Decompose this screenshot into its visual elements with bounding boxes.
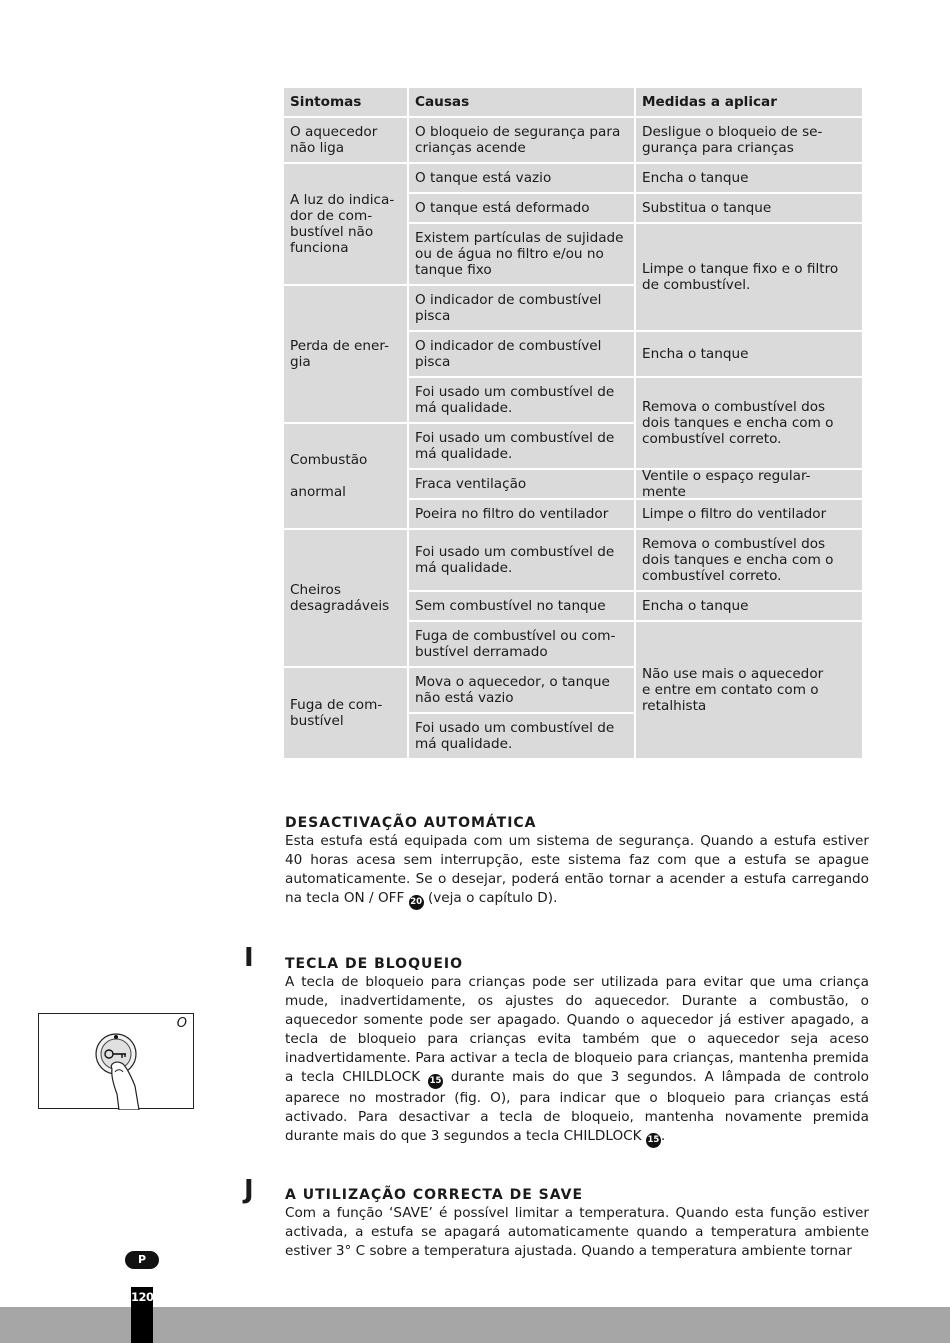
table-cell: Fuga de combustível ou com- bustível derramado — [409, 622, 634, 666]
table-cell: Substitua o tanque — [636, 194, 862, 222]
table-cell: Remova o combustível dos dois tanques e encha com o combustível correto. — [636, 378, 862, 468]
section-letter-j: J — [244, 1175, 254, 1205]
ref-number-badge: 20 — [409, 895, 424, 910]
section-body: Com a função ‘SAVE’ é possível limitar a temperatura. Quando esta função estiver activada, a estufa se apagará automaticamente quando a temperatura ambiente estiver 3° C sobre a temperatura ajustada. Quando a temperatura ambiente tornar — [285, 1205, 869, 1259]
page-number: 120 — [131, 1290, 154, 1304]
section-body: A tecla de bloqueio para crianças pode ser utilizada para evitar que uma criança mude, inadvertidamente, os ajustes do aquecedor. Durante a combustão, o aquecedor somente pode ser apagado. Quando o aquecedor já estiver apagado, a tecla de bloqueio para crianças evita também que o aquecedor seja aceso inadvertidamente. Para activar a tecla de bloqueio para crianças, mantenha premida a tecla CHILDLOCK 15 durante mais do que 3 segundos. A lâmpada de controlo aparece no mostrador (fig. O), para indicar que o bloqueio para crianças está activado. Para desactivar a tecla de bloqueio, mantenha novamente premida durante mais do que 3 segundos a tecla CHILDLOCK 15 . — [285, 973, 869, 1148]
table-cell: Sem combustível no tanque — [409, 592, 634, 620]
troubleshooting-table — [284, 88, 862, 758]
table-cell: Mova o aquecedor, o tanque não está vazio — [409, 668, 634, 712]
table-cell: Encha o tanque — [636, 332, 862, 376]
table-cell: Foi usado um combustível de má qualidade. — [409, 530, 634, 590]
table-cell: O indicador de combustível pisca — [409, 286, 634, 330]
table-cell: Limpe o tanque fixo e o filtro de combustível. — [636, 224, 862, 330]
language-badge: P — [125, 1251, 159, 1269]
section-title: A UTILIZAÇÃO CORRECTA DE SAVE — [285, 1187, 584, 1203]
table-cell: O tanque está vazio — [409, 164, 634, 192]
table-cell: Encha o tanque — [636, 592, 862, 620]
section-save — [285, 1186, 869, 1261]
table-cell: Foi usado um combustível de má qualidade. — [409, 714, 634, 758]
table-cell: Limpe o filtro do ventilador — [636, 500, 862, 528]
header-sintomas: Sintomas — [284, 88, 407, 116]
table-cell: Combustão anormal — [284, 424, 407, 528]
table-cell: Fraca ventilação — [409, 470, 634, 498]
table-cell: O bloqueio de segurança para crianças acende — [409, 118, 634, 162]
table-cell: Foi usado um combustível de má qualidade. — [409, 378, 634, 422]
table-cell: Fuga de com- bustível — [284, 668, 407, 758]
table-cell: O tanque está deformado — [409, 194, 634, 222]
section-body: Esta estufa está equipada com um sistema de segurança. Quando a estufa estiver 40 horas acesa sem interrupção, este sistema faz com que a estufa se apague automaticamente. Se o desejar, poderá então tornar a acender a estufa carregando na tecla ON / OFF 20 (veja o capítulo D). — [285, 832, 869, 910]
section-auto-off — [285, 814, 869, 910]
table-cell: Encha o tanque — [636, 164, 862, 192]
ref-number-badge: 15 — [428, 1074, 443, 1089]
childlock-key-icon — [39, 1014, 195, 1110]
table-cell: Remova o combustível dos dois tanques e encha com o combustível correto. — [636, 530, 862, 590]
figure-childlock — [38, 1013, 194, 1109]
section-letter-i: I — [244, 943, 254, 973]
header-causas: Causas — [409, 88, 634, 116]
table-cell: Ventile o espaço regular- mente — [636, 470, 862, 498]
table-cell: Perda de ener- gia — [284, 286, 407, 422]
table-cell: A luz do indica- dor de com- bustível não funciona — [284, 164, 407, 284]
table-cell: O aquecedor não liga — [284, 118, 407, 162]
section-lock — [285, 955, 869, 1148]
table-cell: Poeira no filtro do ventilador — [409, 500, 634, 528]
table-cell: Desligue o bloqueio de se- gurança para crianças — [636, 118, 862, 162]
table-cell: Existem partículas de sujidade ou de água no filtro e/ou no tanque fixo — [409, 224, 634, 284]
table-cell: O indicador de combustível pisca — [409, 332, 634, 376]
ref-number-badge: 15 — [646, 1133, 661, 1148]
header-medidas: Medidas a aplicar — [636, 88, 862, 116]
section-title: DESACTIVAÇÃO AUTOMÁTICA — [285, 815, 537, 831]
figure-label: O — [176, 1016, 187, 1031]
section-title: TECLA DE BLOQUEIO — [285, 956, 464, 972]
table-cell: Foi usado um combustível de má qualidade. — [409, 424, 634, 468]
table-cell: Cheiros desagradáveis — [284, 530, 407, 666]
table-cell: Não use mais o aquecedor e entre em contato com o retalhista — [636, 622, 862, 758]
